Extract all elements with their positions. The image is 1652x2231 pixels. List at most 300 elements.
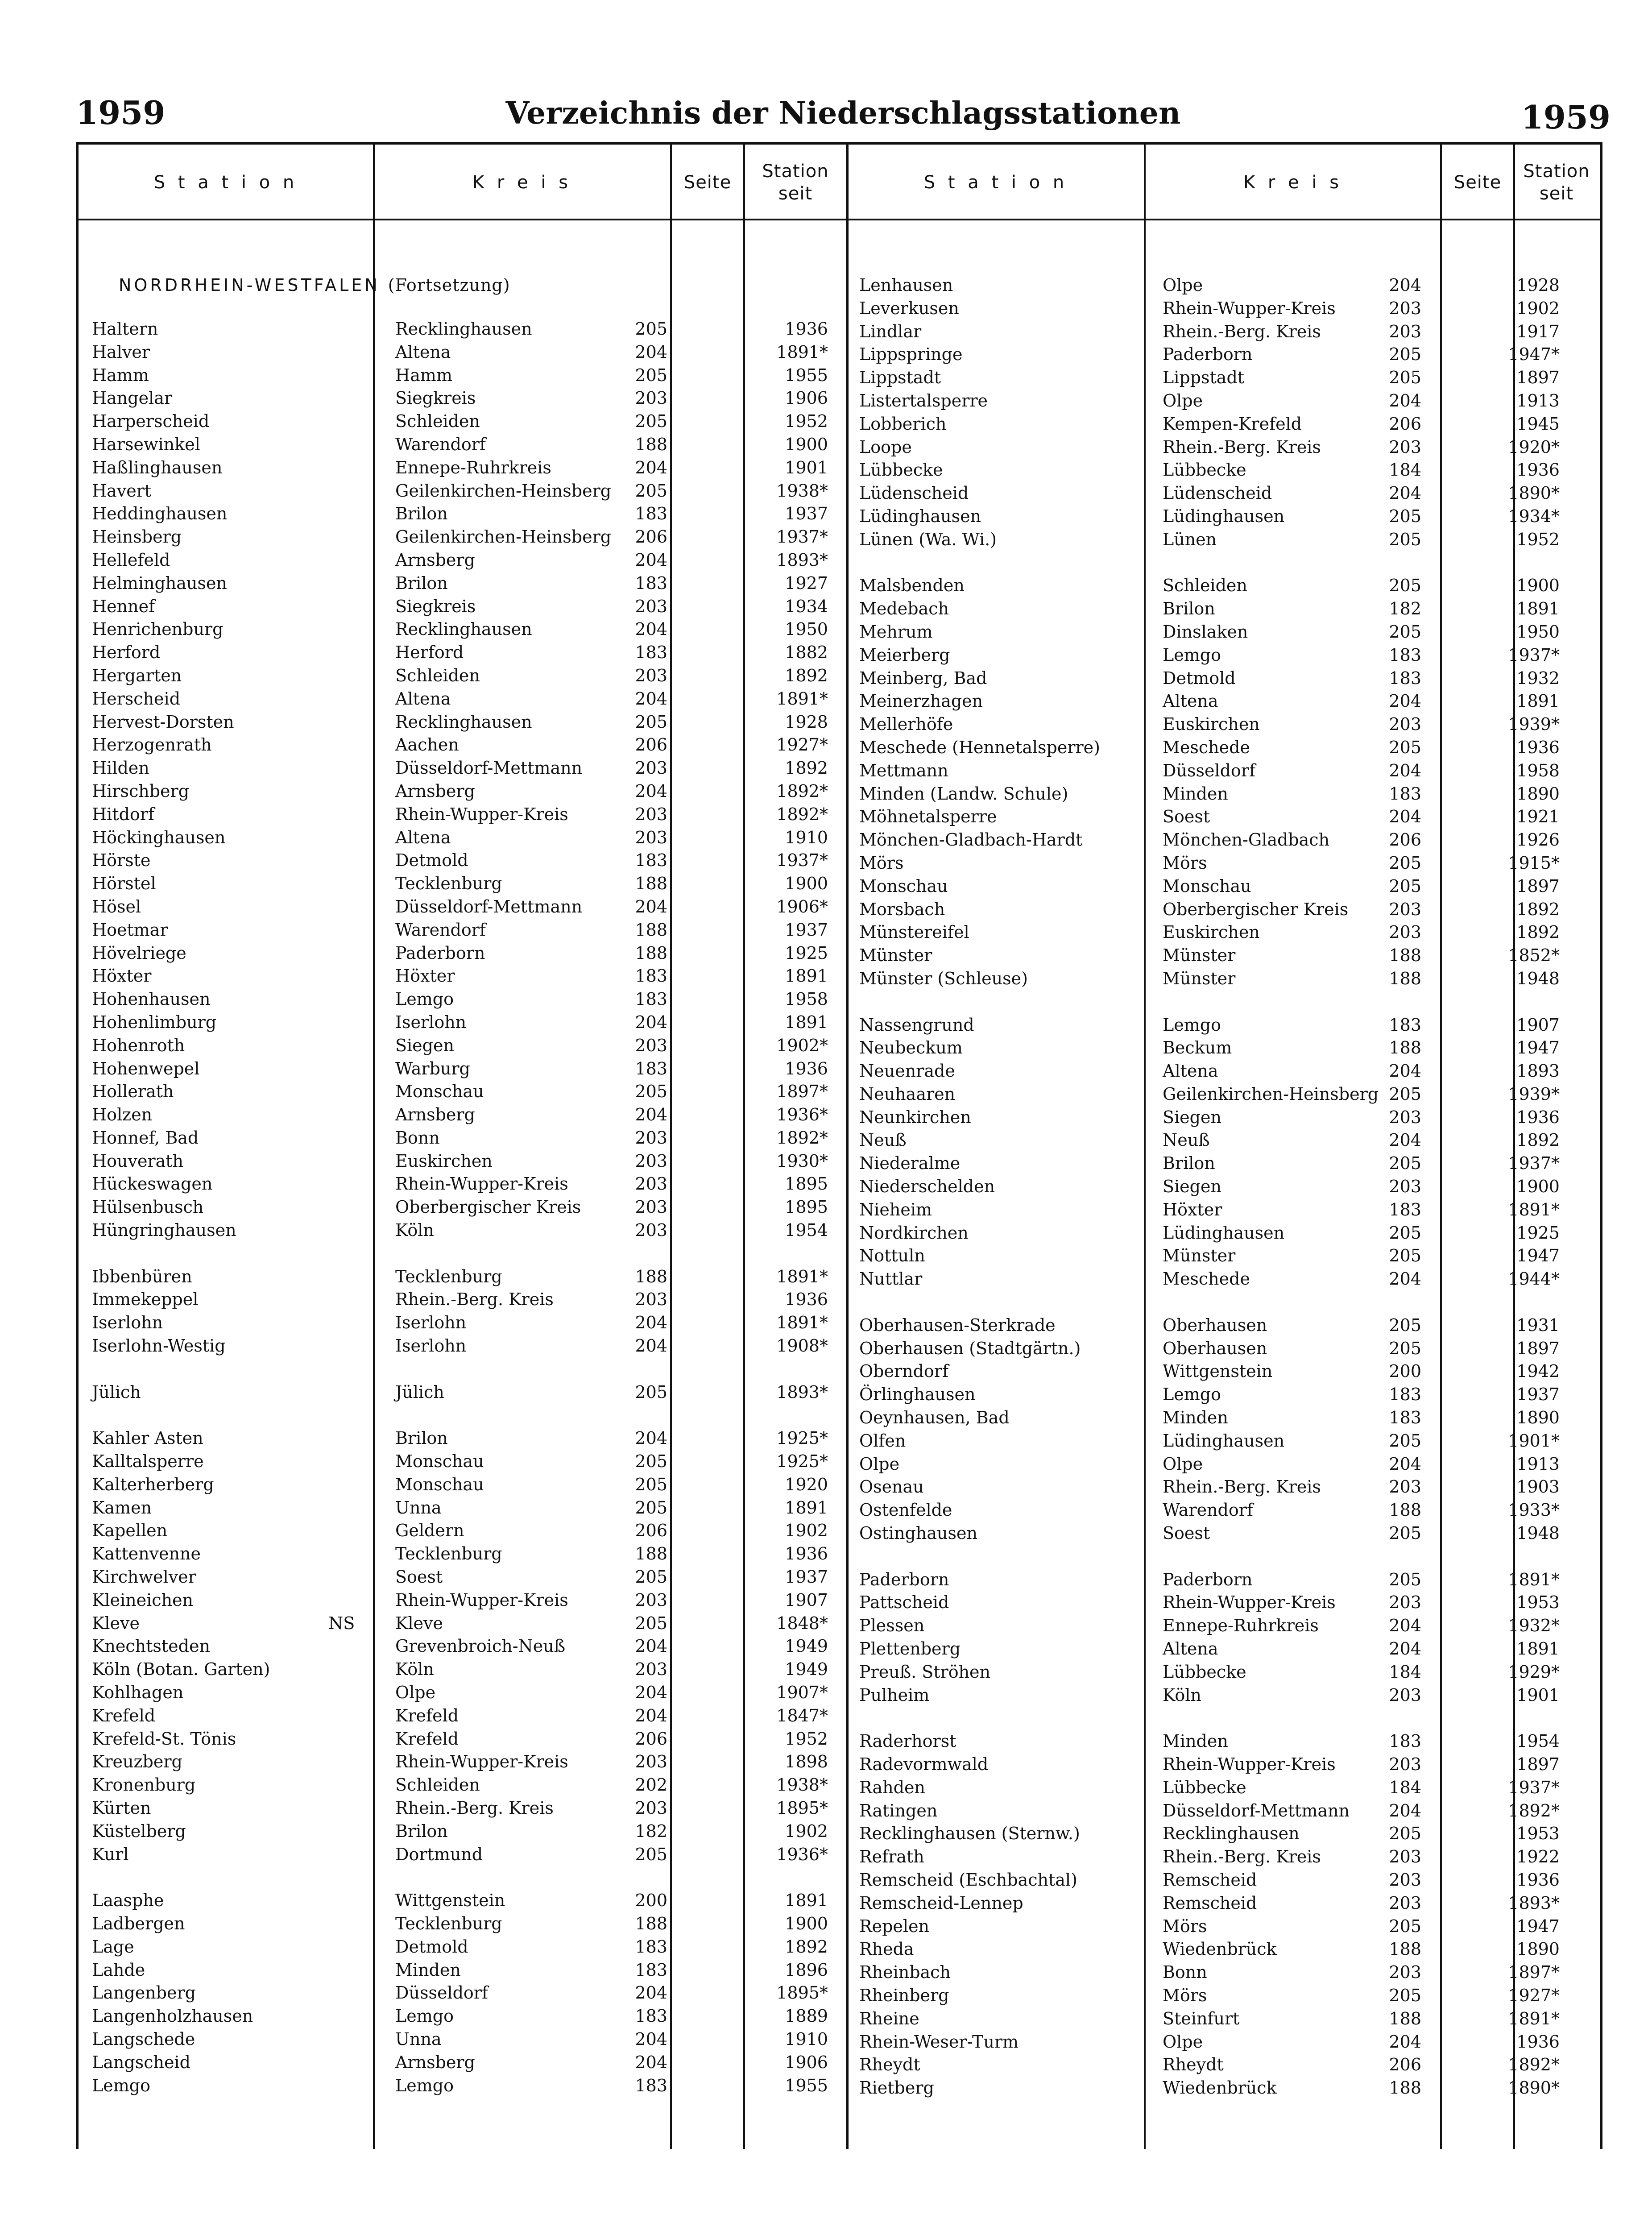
kreis-name: Altena bbox=[1163, 1639, 1218, 1659]
seite-value: 204 bbox=[635, 550, 667, 570]
seite-value: 206 bbox=[635, 1521, 667, 1541]
kreis-name: Brilon bbox=[395, 1821, 448, 1841]
station-name: Kattenvenne bbox=[92, 1544, 201, 1564]
seite-value: 205 bbox=[1389, 853, 1421, 873]
table-row bbox=[859, 574, 1591, 597]
station-name: Hohenlimburg bbox=[92, 1012, 217, 1032]
kreis-name: Geilenkirchen-Heinsberg bbox=[395, 481, 612, 501]
seite-value: 206 bbox=[635, 527, 667, 547]
col-divider-center bbox=[846, 145, 849, 2149]
station-name: Herscheid bbox=[92, 688, 181, 709]
kreis-name: Rhein.-Berg. Kreis bbox=[1163, 321, 1321, 341]
seite-value: 183 bbox=[635, 850, 667, 871]
kreis-name: Lemgo bbox=[395, 989, 454, 1009]
table-row bbox=[859, 1984, 1591, 2007]
table-row bbox=[87, 826, 841, 850]
kreis-name: Geldern bbox=[395, 1521, 464, 1541]
table-row bbox=[87, 664, 841, 688]
station-name: Örlinghausen bbox=[859, 1385, 976, 1405]
kreis-name: Rhein-Wupper-Kreis bbox=[1163, 1754, 1336, 1774]
seite-value: 205 bbox=[1389, 1916, 1421, 1936]
table-row bbox=[87, 1612, 841, 1635]
station-name: Lahde bbox=[92, 1960, 145, 1980]
table-row bbox=[859, 1337, 1591, 1360]
seite-value: 204 bbox=[635, 619, 667, 639]
station-name: Köln (Botan. Garten) bbox=[92, 1659, 270, 1679]
section-heading-block bbox=[87, 274, 837, 297]
station-name: Hitdorf bbox=[92, 804, 154, 824]
station-name: Rheinbach bbox=[859, 1962, 951, 1982]
table-row bbox=[87, 1820, 841, 1843]
kreis-name: Wittgenstein bbox=[1163, 1361, 1273, 1381]
seite-value: 205 bbox=[635, 1567, 667, 1587]
kreis-name: Mörs bbox=[1163, 1985, 1207, 2005]
seit-year: 1902 bbox=[785, 1821, 828, 1841]
seite-value: 203 bbox=[1389, 1592, 1421, 1613]
seite-value: 204 bbox=[1389, 1616, 1421, 1636]
table-row bbox=[859, 1175, 1591, 1198]
table-row bbox=[859, 436, 1591, 459]
kreis-name: Tecklenburg bbox=[395, 1544, 502, 1564]
seit-year: 1906* bbox=[776, 896, 828, 916]
kreis-name: Rhein.-Berg. Kreis bbox=[1163, 1847, 1321, 1867]
kreis-name: Rhein-Wupper-Kreis bbox=[395, 1752, 568, 1772]
station-name: Hövelriege bbox=[92, 943, 186, 963]
seit-year: 1902 bbox=[785, 1521, 828, 1541]
table-row bbox=[859, 1037, 1591, 1060]
seite-value: 204 bbox=[635, 1683, 667, 1703]
blank-row bbox=[859, 1291, 1591, 1314]
kreis-name: Minden bbox=[1163, 1731, 1228, 1751]
station-name: Hervest-Dorsten bbox=[92, 712, 234, 732]
seite-value: 203 bbox=[1389, 1847, 1421, 1867]
table-row bbox=[859, 1822, 1591, 1845]
seit-year: 1937 bbox=[1516, 1385, 1560, 1405]
kreis-name: Rhein.-Berg. Kreis bbox=[1163, 437, 1321, 457]
station-name: Hülsenbusch bbox=[92, 1197, 204, 1217]
seite-value: 183 bbox=[635, 989, 667, 1009]
seite-value: 182 bbox=[635, 1821, 667, 1841]
table-row bbox=[859, 1661, 1591, 1684]
seit-year: 1891* bbox=[1508, 1569, 1560, 1589]
seit-year: 1937* bbox=[1508, 1777, 1560, 1797]
kreis-name: Lübbecke bbox=[1163, 460, 1246, 480]
seite-value: 203 bbox=[635, 758, 667, 778]
seite-value: 203 bbox=[1389, 437, 1421, 457]
kreis-name: Bonn bbox=[395, 1128, 440, 1148]
seite-value: 183 bbox=[635, 2075, 667, 2095]
seit-year: 1950 bbox=[785, 619, 828, 639]
seite-value: 183 bbox=[635, 643, 667, 663]
seite-value: 205 bbox=[1389, 622, 1421, 642]
table-row bbox=[859, 1730, 1591, 1753]
kreis-name: Olpe bbox=[395, 1683, 436, 1703]
seite-value: 203 bbox=[635, 1197, 667, 1217]
table-row bbox=[87, 1843, 841, 1866]
seite-value: 204 bbox=[635, 781, 667, 801]
table-row bbox=[859, 505, 1591, 528]
table-row bbox=[87, 502, 841, 526]
table-row bbox=[859, 1198, 1591, 1222]
station-name: Helminghausen bbox=[92, 573, 227, 593]
seite-value: 206 bbox=[1389, 830, 1421, 850]
station-name: Loope bbox=[859, 437, 912, 457]
table-row bbox=[859, 644, 1591, 667]
table-row bbox=[859, 1776, 1591, 1800]
station-name: Preuß. Ströhen bbox=[859, 1662, 991, 1682]
section-subtitle: (Fortsetzung) bbox=[388, 275, 510, 295]
station-name: Nottuln bbox=[859, 1246, 925, 1266]
seit-year: 1937 bbox=[785, 1567, 828, 1587]
seit-year: 1920 bbox=[785, 1474, 828, 1494]
station-name: Heinsberg bbox=[92, 527, 182, 547]
seite-value: 205 bbox=[635, 481, 667, 501]
seite-value: 203 bbox=[1389, 1477, 1421, 1497]
seit-year: 1932 bbox=[1516, 668, 1560, 688]
seite-value: 203 bbox=[1389, 1177, 1421, 1197]
seite-value: 183 bbox=[635, 1937, 667, 1957]
page-header bbox=[76, 89, 1611, 143]
seit-year: 1907 bbox=[785, 1590, 828, 1610]
station-name: Holzen bbox=[92, 1105, 153, 1125]
header-seite-right: Seite bbox=[1453, 172, 1502, 193]
station-name: Nordkirchen bbox=[859, 1223, 969, 1243]
table-row bbox=[87, 1959, 841, 1982]
seit-year: 1949 bbox=[785, 1659, 828, 1679]
kreis-name: Siegen bbox=[1163, 1177, 1221, 1197]
seit-year: 1929* bbox=[1508, 1662, 1560, 1682]
seite-value: 200 bbox=[635, 1891, 667, 1911]
table-row bbox=[859, 320, 1591, 344]
kreis-name: Detmold bbox=[395, 1937, 468, 1957]
table-row bbox=[87, 1519, 841, 1543]
table-row bbox=[859, 1406, 1591, 1430]
kreis-name: Altena bbox=[395, 827, 451, 847]
table-row bbox=[859, 482, 1591, 505]
table-row bbox=[859, 1244, 1591, 1268]
kreis-name: Olpe bbox=[1163, 1454, 1203, 1474]
blank-row bbox=[87, 1358, 841, 1381]
kreis-name: Lippstadt bbox=[1163, 368, 1245, 388]
seite-value: 203 bbox=[1389, 298, 1421, 318]
table-row bbox=[87, 572, 841, 595]
station-name: Nuttlar bbox=[859, 1269, 923, 1289]
seite-value: 203 bbox=[635, 665, 667, 685]
station-name: Houverath bbox=[92, 1151, 184, 1171]
station-name: Kalterherberg bbox=[92, 1474, 214, 1494]
seit-year: 1937* bbox=[776, 850, 828, 871]
table-row bbox=[859, 805, 1591, 829]
seite-value: 188 bbox=[635, 874, 667, 894]
table-row bbox=[859, 1961, 1591, 1984]
seit-year: 1936 bbox=[785, 319, 828, 339]
seit-year: 1950 bbox=[1516, 622, 1560, 642]
table-row bbox=[859, 1476, 1591, 1499]
station-mark: NS bbox=[328, 1613, 355, 1633]
table-row bbox=[859, 1892, 1591, 1915]
station-name: Neunkirchen bbox=[859, 1107, 971, 1127]
table-row bbox=[859, 2031, 1591, 2054]
seite-value: 203 bbox=[1389, 1107, 1421, 1127]
table-row bbox=[859, 852, 1591, 875]
table-row bbox=[859, 967, 1591, 991]
seite-value: 203 bbox=[635, 1659, 667, 1679]
kreis-name: Mönchen-Gladbach bbox=[1163, 830, 1330, 850]
station-name: Minden (Landw. Schule) bbox=[859, 784, 1068, 804]
kreis-name: Geilenkirchen-Heinsberg bbox=[395, 527, 612, 547]
seit-year: 1907 bbox=[1516, 1015, 1560, 1035]
table-row bbox=[859, 297, 1591, 320]
station-name: Morsbach bbox=[859, 899, 945, 919]
seit-year: 1927* bbox=[776, 735, 828, 755]
station-name: Haltern bbox=[92, 319, 158, 339]
station-name: Lenhausen bbox=[859, 275, 953, 295]
kreis-name: Arnsberg bbox=[395, 1105, 475, 1125]
kreis-name: Lemgo bbox=[395, 2006, 454, 2026]
station-name: Kirchwelver bbox=[92, 1567, 196, 1587]
seit-year: 1925 bbox=[1516, 1223, 1560, 1243]
seite-value: 188 bbox=[1389, 2078, 1421, 2098]
table-row bbox=[87, 1797, 841, 1820]
table-row bbox=[87, 965, 841, 988]
header-seit-line1: Station bbox=[762, 161, 829, 182]
station-name: Hellefeld bbox=[92, 550, 170, 570]
seit-year: 1891 bbox=[1516, 691, 1560, 711]
kreis-name: Kleve bbox=[395, 1613, 443, 1633]
station-name: Langschede bbox=[92, 2029, 195, 2049]
kreis-name: Siegen bbox=[1163, 1107, 1221, 1127]
seite-value: 203 bbox=[1389, 321, 1421, 341]
seit-year: 1937* bbox=[1508, 645, 1560, 665]
header-seit-line2: seit bbox=[1539, 183, 1574, 204]
table-row bbox=[87, 618, 841, 641]
table-row bbox=[859, 759, 1591, 783]
table-row bbox=[87, 988, 841, 1011]
table-row bbox=[87, 734, 841, 757]
table-row bbox=[87, 1127, 841, 1150]
seit-year: 1948 bbox=[1516, 968, 1560, 988]
kreis-name: Paderborn bbox=[1163, 344, 1253, 365]
seit-year: 1897 bbox=[1516, 1338, 1560, 1358]
seite-value: 182 bbox=[1389, 599, 1421, 619]
seite-value: 204 bbox=[1389, 390, 1421, 411]
kreis-name: Paderborn bbox=[395, 943, 485, 963]
seit-year: 1920* bbox=[1508, 437, 1560, 457]
kreis-name: Lüdinghausen bbox=[1163, 1223, 1285, 1243]
seite-value: 205 bbox=[1389, 1153, 1421, 1174]
kreis-name: Paderborn bbox=[1163, 1569, 1253, 1589]
table-row bbox=[87, 1497, 841, 1520]
seit-year: 1917 bbox=[1516, 321, 1560, 341]
seit-year: 1891 bbox=[1516, 599, 1560, 619]
seit-year: 1934* bbox=[1508, 506, 1560, 526]
station-name: Iserlohn-Westig bbox=[92, 1336, 226, 1356]
table-row bbox=[87, 1658, 841, 1681]
seit-year: 1958 bbox=[1516, 760, 1560, 780]
station-name: Mettmann bbox=[859, 760, 948, 780]
kreis-name: Monschau bbox=[395, 1451, 484, 1472]
seit-year: 1913 bbox=[1516, 1454, 1560, 1474]
table-row bbox=[859, 274, 1591, 297]
seit-year: 1892* bbox=[776, 804, 828, 824]
seit-year: 1953 bbox=[1516, 1824, 1560, 1844]
seite-value: 204 bbox=[635, 457, 667, 477]
seite-value: 205 bbox=[635, 411, 667, 431]
station-name: Lübbecke bbox=[859, 460, 943, 480]
seit-year: 1889 bbox=[785, 2006, 828, 2026]
seite-value: 188 bbox=[1389, 968, 1421, 988]
table-row bbox=[859, 1060, 1591, 1083]
table-row bbox=[859, 2077, 1591, 2100]
table-row bbox=[859, 1430, 1591, 1453]
table-row bbox=[859, 944, 1591, 967]
seit-year: 1890 bbox=[1516, 784, 1560, 804]
station-name: Recklinghausen (Sternw.) bbox=[859, 1824, 1080, 1844]
seit-year: 1936* bbox=[776, 1844, 828, 1864]
header-seit-line2: seit bbox=[778, 183, 813, 204]
seit-year: 1908* bbox=[776, 1336, 828, 1356]
seit-year: 1937* bbox=[1508, 1153, 1560, 1174]
seit-year: 1947 bbox=[1516, 1038, 1560, 1058]
kreis-name: Tecklenburg bbox=[395, 1266, 502, 1286]
station-name: Ostenfelde bbox=[859, 1500, 952, 1520]
kreis-name: Lemgo bbox=[1163, 1385, 1221, 1405]
seit-year: 1900 bbox=[1516, 1177, 1560, 1197]
seit-year: 1892 bbox=[1516, 922, 1560, 942]
kreis-name: Olpe bbox=[1163, 275, 1203, 295]
station-name: Harperscheid bbox=[92, 411, 210, 431]
seite-value: 204 bbox=[1389, 1454, 1421, 1474]
kreis-name: Recklinghausen bbox=[1163, 1824, 1300, 1844]
page-title: Verzeichnis der Niederschlagsstationen bbox=[505, 95, 1181, 131]
station-name: Neuß bbox=[859, 1130, 907, 1150]
table-row bbox=[87, 595, 841, 618]
left-station-list bbox=[87, 318, 841, 2097]
seite-value: 204 bbox=[1389, 1269, 1421, 1289]
station-name: Kleineichen bbox=[92, 1590, 194, 1610]
table-row bbox=[859, 1591, 1591, 1614]
table-row bbox=[87, 1936, 841, 1959]
kreis-name: Neuß bbox=[1163, 1130, 1210, 1150]
station-table bbox=[76, 142, 1602, 2149]
kreis-name: Arnsberg bbox=[395, 2052, 475, 2072]
seite-value: 188 bbox=[1389, 2008, 1421, 2028]
kreis-name: Ennepe-Ruhrkreis bbox=[395, 457, 551, 477]
seite-value: 206 bbox=[1389, 2055, 1421, 2075]
station-name: Knechtsteden bbox=[92, 1636, 210, 1656]
seit-year: 1902 bbox=[1516, 298, 1560, 318]
seite-value: 205 bbox=[635, 1497, 667, 1518]
table-row bbox=[87, 1750, 841, 1774]
seite-value: 205 bbox=[1389, 1569, 1421, 1589]
header-kreis-left: K r e i s bbox=[472, 172, 572, 193]
station-name: Leverkusen bbox=[859, 298, 959, 318]
table-row bbox=[87, 2005, 841, 2028]
seite-value: 205 bbox=[1389, 1084, 1421, 1104]
seite-value: 183 bbox=[635, 1058, 667, 1078]
kreis-name: Brilon bbox=[1163, 599, 1215, 619]
seit-year: 1910 bbox=[785, 827, 828, 847]
table-row bbox=[859, 736, 1591, 759]
station-name: Oberndorf bbox=[859, 1361, 949, 1381]
station-name: Höxter bbox=[92, 966, 152, 986]
seite-value: 202 bbox=[635, 1775, 667, 1795]
table-row bbox=[87, 2051, 841, 2074]
year-left: 1959 bbox=[76, 94, 166, 132]
station-name: Pulheim bbox=[859, 1685, 930, 1705]
station-name: Möhnetalsperre bbox=[859, 807, 997, 827]
seit-year: 1907* bbox=[776, 1683, 828, 1703]
table-row bbox=[859, 2053, 1591, 2077]
table-row bbox=[87, 872, 841, 896]
seit-year: 1901* bbox=[1508, 1431, 1560, 1451]
seite-value: 203 bbox=[635, 804, 667, 824]
station-name: Lage bbox=[92, 1937, 134, 1957]
table-row bbox=[859, 1268, 1591, 1291]
station-name: Kalltalsperre bbox=[92, 1451, 204, 1472]
seite-value: 205 bbox=[635, 1613, 667, 1633]
seite-value: 204 bbox=[635, 1313, 667, 1333]
table-row bbox=[859, 413, 1591, 436]
seit-year: 1897* bbox=[776, 1082, 828, 1102]
kreis-name: Beckum bbox=[1163, 1038, 1232, 1058]
table-row bbox=[859, 343, 1591, 366]
seite-value: 205 bbox=[1389, 529, 1421, 549]
seite-value: 203 bbox=[635, 1798, 667, 1818]
table-row bbox=[859, 1129, 1591, 1152]
seite-value: 203 bbox=[635, 1590, 667, 1610]
seite-value: 203 bbox=[635, 1220, 667, 1240]
seit-year: 1891 bbox=[785, 1497, 828, 1518]
seit-year: 1901 bbox=[785, 457, 828, 477]
kreis-name: Iserlohn bbox=[395, 1336, 467, 1356]
kreis-name: Monschau bbox=[395, 1474, 484, 1494]
station-name: Lünen (Wa. Wi.) bbox=[859, 529, 997, 549]
seite-value: 204 bbox=[1389, 807, 1421, 827]
kreis-name: Detmold bbox=[395, 850, 468, 871]
station-name: Krefeld bbox=[92, 1705, 156, 1725]
station-name: Medebach bbox=[859, 599, 949, 619]
kreis-name: Warendorf bbox=[395, 434, 486, 454]
right-station-list bbox=[859, 274, 1591, 2100]
station-name: Lindlar bbox=[859, 321, 922, 341]
seit-year: 1958 bbox=[785, 989, 828, 1009]
seite-value: 183 bbox=[635, 504, 667, 524]
seit-year: 1936 bbox=[785, 1058, 828, 1078]
station-name: Lemgo bbox=[92, 2075, 150, 2095]
station-name: Meschede (Hennetalsperre) bbox=[859, 737, 1100, 757]
kreis-name: Detmold bbox=[1163, 668, 1236, 688]
station-name: Rietberg bbox=[859, 2078, 934, 2098]
kreis-name: Kempen-Krefeld bbox=[1163, 414, 1302, 434]
seite-value: 203 bbox=[1389, 1893, 1421, 1913]
table-row bbox=[87, 1335, 841, 1358]
seite-value: 183 bbox=[635, 1960, 667, 1980]
table-row bbox=[87, 803, 841, 826]
station-name: Oberhausen (Stadtgärtn.) bbox=[859, 1338, 1081, 1358]
seit-year: 1936 bbox=[785, 1544, 828, 1564]
table-row bbox=[859, 1106, 1591, 1129]
kreis-name: Lüdinghausen bbox=[1163, 506, 1285, 526]
kreis-name: Unna bbox=[395, 2029, 442, 2049]
seit-year: 1892* bbox=[1508, 2055, 1560, 2075]
seit-year: 1852* bbox=[1508, 945, 1560, 966]
seit-year: 1892* bbox=[776, 781, 828, 801]
table-row bbox=[87, 1381, 841, 1404]
header-seit-line1: Station bbox=[1523, 161, 1590, 182]
seite-value: 203 bbox=[1389, 1870, 1421, 1890]
kreis-name: Rheydt bbox=[1163, 2055, 1224, 2075]
